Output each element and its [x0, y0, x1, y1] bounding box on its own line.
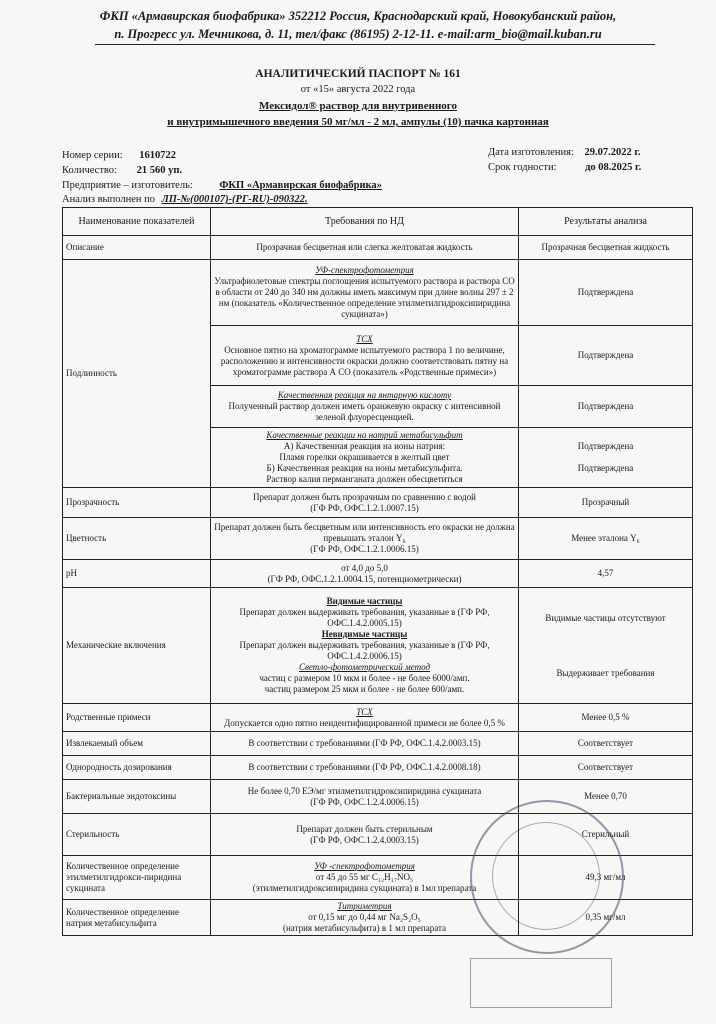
- requirement-text: от 4,0 до 5,0: [341, 562, 388, 573]
- header-results: Результаты анализа: [519, 208, 693, 236]
- row-result: Соответствует: [519, 756, 693, 780]
- method-label: Светло-фотометрический метод: [298, 662, 431, 672]
- document-title: АНАЛИТИЧЕСКИЙ ПАСПОРТ № 161: [255, 68, 461, 80]
- row-name: Прозрачность: [63, 488, 211, 518]
- method-label: Видимые частицы: [326, 596, 403, 606]
- requirement-text: Допускается одно пятно неидентифицированной примеси не более 0,5 %: [224, 717, 505, 728]
- row-result: Менее 0,5 %: [519, 704, 693, 732]
- analysis-basis-value: ЛП-№(000107)-(РГ-RU)-090322.: [161, 194, 308, 205]
- row-requirement: [211, 260, 519, 326]
- row-name: Извлекаемый объем: [63, 732, 211, 756]
- requirement-text: Препарат должен быть стерильным: [296, 823, 433, 834]
- requirement-text: Препарат должен выдерживать требования, указанные в (ГФ РФ, ОФС.1.4.2.0005.15): [239, 607, 490, 628]
- requirement-reference: (ГФ РФ, ОФС.1.2.4.0006.15): [310, 796, 419, 807]
- row-requirement: [211, 900, 519, 936]
- requirement-text: (этилметилгидроксипиридина сукцината) в 1мл препарата: [252, 883, 477, 893]
- row-requirement: [211, 326, 519, 386]
- row-result: 4,57: [519, 560, 693, 588]
- result-text: Видимые частицы отсутствуют: [545, 612, 666, 623]
- requirement-text: (натрия метабисульфита) в 1 мл препарата: [282, 923, 447, 933]
- analysis-basis-label: Анализ выполнен по: [62, 194, 155, 205]
- requirement-text: Препарат должен быть прозрачным по сравнению с водой: [253, 491, 476, 502]
- series-label: Номер серии:: [62, 150, 123, 161]
- result-text: Выдерживает требования: [556, 667, 655, 678]
- row-requirement: [211, 386, 519, 428]
- letterhead-divider: [95, 44, 655, 45]
- method-label: Качественные реакции на натрий метабисульфит: [266, 430, 463, 440]
- row-name: Стерильность: [63, 814, 211, 856]
- row-result: Подтверждена: [519, 326, 693, 386]
- table-row: [63, 236, 693, 260]
- requirement-reference: (ГФ РФ, ОФС.1.2.1.0007.15): [310, 502, 419, 513]
- manufacturer-info: [62, 180, 382, 191]
- row-requirement: [211, 560, 519, 588]
- table-row: [63, 588, 693, 704]
- table-row: [63, 704, 693, 732]
- row-requirement: [211, 488, 519, 518]
- expiry-label: Срок годности:: [488, 162, 557, 173]
- result-text: Подтверждена: [577, 441, 634, 451]
- method-label: УФ -спектрофотометрия: [314, 861, 415, 871]
- requirement-text: Препарат должен быть бесцветным или интенсивность его окраски не должна превышать эталон Y₆: [214, 522, 515, 543]
- product-name-line-1: Мексидол® раствор для внутривенного: [258, 100, 458, 112]
- table-row: [63, 560, 693, 588]
- requirement-reference: (ГФ РФ, ОФС.1.2.1.0004.15, потенциометрически): [267, 573, 462, 584]
- row-requirement: [211, 814, 519, 856]
- row-result: [519, 588, 693, 704]
- row-result: Прозрачный: [519, 488, 693, 518]
- analysis-basis-info: [62, 194, 308, 205]
- row-requirement: [211, 518, 519, 560]
- table-row: [63, 260, 693, 326]
- row-result: Прозрачная бесцветная жидкость: [519, 236, 693, 260]
- row-name: Описание: [63, 236, 211, 260]
- requirement-text: частиц размером 25 мкм и более - не более 600/амп.: [264, 684, 465, 694]
- table-row: [63, 756, 693, 780]
- row-name: Цветность: [63, 518, 211, 560]
- requirement-text: Препарат должен выдерживать требования, указанные в (ГФ РФ, ОФС.1.4.2.0006.15): [239, 640, 490, 661]
- requirement-text: Пламя горелки окрашивается в желтый цвет: [279, 452, 450, 462]
- row-result: Менее эталона Y₆: [519, 518, 693, 560]
- document-date: от «15» августа 2022 года: [300, 84, 416, 95]
- letterhead-line-2: п. Прогресс ул. Мечникова, д. 11, тел/факс (86195) 2-12-11. e-mail:arm_bio@mail.kuban.ru: [114, 27, 602, 41]
- row-name: Подлинность: [63, 260, 211, 488]
- method-label: Качественная реакция на янтарную кислоту: [277, 390, 452, 400]
- row-name: Бактериальные эндотоксины: [63, 780, 211, 814]
- requirement-text: Полученный раствор должен иметь оранжевую окраску с интенсивной зеленой флуоресценцией.: [228, 401, 501, 422]
- row-result: 0,35 мг/мл: [519, 900, 693, 936]
- requirement-reference: (ГФ РФ, ОФС.1.2.1.0006.15): [310, 544, 419, 554]
- round-seal: [470, 800, 624, 954]
- header-requirements: Требования по НД: [211, 208, 519, 236]
- result-text: Подтверждена: [577, 463, 634, 473]
- requirement-reference: (ГФ РФ, ОФС.1.2.4.0003.15): [310, 834, 419, 845]
- row-result: Менее 0,70: [519, 780, 693, 814]
- quantity-label: Количество:: [62, 165, 117, 176]
- row-name: Количественное определение этилметилгидрокси-пиридина сукцината: [63, 856, 211, 900]
- requirement-text: Ультрафиолетовые спектры поглощения испытуемого раствора и раствора СО в области от 240 до 340 нм должны иметь максимум при длине волны 297 ± 2 нм (показатель «Количественное определение этилметилгидроксипиридина сукцината»): [214, 276, 515, 319]
- made-date-value: 29.07.2022 г.: [584, 147, 641, 158]
- table-row: [63, 732, 693, 756]
- requirement-text: от 45 до 55 мг C₁₂H₁₇NO₅: [315, 872, 414, 882]
- requirement-text: А) Качественная реакция на ионы натрия:: [283, 441, 446, 451]
- row-result: 49,3 мг/мл: [519, 856, 693, 900]
- header-indicator: Наименование показателей: [63, 208, 211, 236]
- method-label: Титриметрия: [337, 901, 392, 911]
- table-row: [63, 518, 693, 560]
- method-label: Невидимые частицы: [321, 629, 408, 639]
- row-name: Количественное определение натрия метабисульфита: [63, 900, 211, 936]
- series-info: [62, 150, 176, 161]
- expiry-value: до 08.2025 г.: [585, 162, 642, 173]
- row-result: [519, 428, 693, 488]
- quantity-value: 21 560 уп.: [136, 165, 183, 176]
- table-row: [63, 780, 693, 814]
- table-header-row: [63, 208, 693, 236]
- requirement-text: частиц с размером 10 мкм и более - не более 6000/амп.: [259, 673, 470, 683]
- quantity-info: [62, 165, 182, 176]
- row-name: Однородность дозирования: [63, 756, 211, 780]
- method-label: ТСХ: [356, 333, 373, 344]
- row-name: Родственные примеси: [63, 704, 211, 732]
- letterhead-line-1: ФКП «Армавирская биофабрика» 352212 Россия, Краснодарский край, Новокубанский район,: [99, 9, 617, 23]
- requirement-text: от 0,15 мг до 0,44 мг Na₂S₂O₅: [308, 912, 421, 922]
- requirement-text: Б) Качественная реакция на ионы метабисульфита.: [266, 463, 463, 473]
- requirement-text: Не более 0,70 ЕЭ/мг этилметилгидроксипиридина сукцината: [247, 785, 482, 796]
- expiry-info: [488, 162, 641, 173]
- requirement-text: Раствор калия перманганата должен обесцветиться: [266, 474, 463, 484]
- table-row: [63, 488, 693, 518]
- row-name: Механические включения: [63, 588, 211, 704]
- row-result: Соответствует: [519, 732, 693, 756]
- requirement-text: Основное пятно на хроматограмме испытуемого раствора 1 по величине, расположению и интенсивности окраски должно соответствовать пятну на хроматограмме раствора А СО (показатель «Родственные примеси»): [220, 344, 509, 377]
- made-date-info: [488, 147, 641, 158]
- manufacturer-label: Предприятие – изготовитель:: [62, 180, 193, 191]
- product-name: [0, 98, 716, 130]
- manufacturer-value: ФКП «Армавирская биофабрика»: [219, 180, 382, 191]
- row-result: Подтверждена: [519, 260, 693, 326]
- row-requirement: В соответствии с требованиями (ГФ РФ, ОФС.1.4.2.0008.18): [211, 756, 519, 780]
- row-requirement: [211, 428, 519, 488]
- row-name: pH: [63, 560, 211, 588]
- row-result: Стерильный: [519, 814, 693, 856]
- row-result: Подтверждена: [519, 386, 693, 428]
- row-requirement: [211, 704, 519, 732]
- product-name-line-2: и внутримышечного введения 50 мг/мл - 2 мл, ампулы (10) пачка картонная: [167, 116, 549, 128]
- method-label: ТСХ: [356, 706, 373, 717]
- made-date-label: Дата изготовления:: [488, 147, 574, 158]
- series-value: 1610722: [139, 150, 177, 161]
- method-label: УФ-спектрофотометрия: [315, 265, 414, 275]
- row-requirement: В соответствии с требованиями (ГФ РФ, ОФС.1.4.2.0003.15): [211, 732, 519, 756]
- row-requirement: Прозрачная бесцветная или слегка желтоватая жидкость: [211, 236, 519, 260]
- approval-stamp: [470, 958, 612, 1008]
- row-requirement: [211, 588, 519, 704]
- row-requirement: [211, 780, 519, 814]
